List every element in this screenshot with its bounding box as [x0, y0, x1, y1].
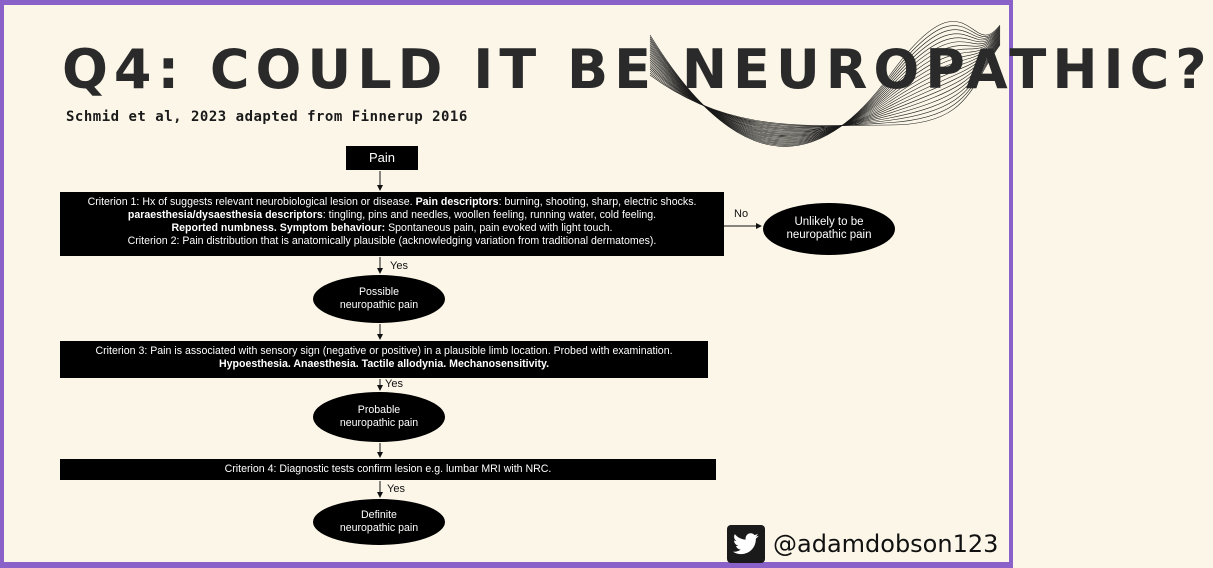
criterion3-text: Criterion 3: Pain is associated with sensory sign (negative or positive) in a plausible limb location. Probed with examination.: [95, 345, 673, 357]
criterion1-paraesthesia: paraesthesia/dysaesthesia descriptors: [127, 209, 323, 221]
page-subtitle: Schmid et al, 2023 adapted from Finnerup 2016: [66, 109, 468, 125]
criterion1-symptom: Spontaneous pain, pain evoked with light touch.: [385, 222, 613, 234]
criterion-3-box: [60, 341, 708, 378]
criterion-4-box: Criterion 4: Diagnostic tests confirm lesion e.g. lumbar MRI with NRC.: [60, 459, 716, 480]
unlikely-oval: [763, 203, 895, 255]
pain-box: Pain: [346, 146, 418, 170]
criterion1-pain-descriptors: Pain descriptors: [415, 196, 499, 208]
criterion-1-box: [60, 192, 724, 256]
criterion3-signs: Hypoesthesia. Anaesthesia. Tactile allodynia. Mechanosensitivity.: [218, 358, 550, 370]
yes-label-3: Yes: [387, 483, 405, 495]
twitter-bird-icon: [727, 525, 765, 563]
definite-oval: [313, 499, 445, 545]
twitter-handle[interactable]: [727, 525, 998, 563]
criterion1-text-a: Criterion 1: Hx of suggests relevant neurobiological lesion or disease.: [87, 196, 416, 208]
possible-oval: [313, 275, 445, 323]
criterion1-numbness: Reported numbness. Symptom behaviour:: [171, 222, 386, 234]
page-title: Q4: COULD IT BE NEUROPATHIC?: [62, 38, 1213, 101]
definite-text: Definite neuropathic pain: [339, 509, 419, 534]
criterion2-text: Criterion 2: Pain distribution that is anatomically plausible (acknowledging variation from traditional dermatomes).: [127, 235, 657, 247]
probable-oval: [313, 392, 445, 442]
possible-text: Possible neuropathic pain: [339, 286, 419, 311]
twitter-handle-text: @adamdobson123: [773, 530, 999, 558]
unlikely-text: Unlikely to be neuropathic pain: [786, 216, 872, 241]
yes-label-1: Yes: [390, 260, 408, 272]
probable-text: Probable neuropathic pain: [339, 404, 419, 429]
no-label: No: [734, 208, 749, 220]
yes-label-2: Yes: [385, 378, 403, 390]
criterion1-text-c: : burning, shooting, sharp, electric shocks.: [498, 196, 697, 208]
criterion1-text-e: : tingling, pins and needles, woollen feeling, running water, cold feeling.: [322, 209, 657, 221]
